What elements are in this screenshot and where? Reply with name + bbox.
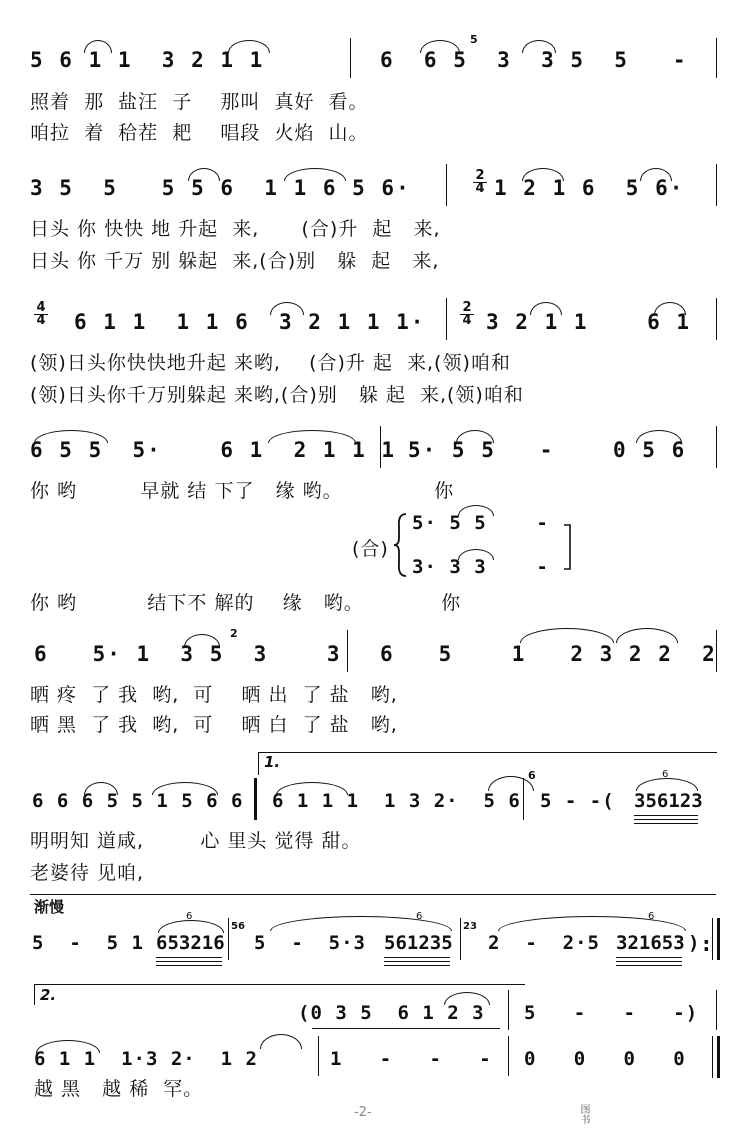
barline	[716, 426, 717, 468]
barline	[716, 38, 717, 78]
row8-notes-a: 5 - 5 1	[32, 932, 144, 954]
slur	[458, 505, 494, 516]
barline	[712, 918, 713, 960]
tuplet-number: 6	[186, 911, 193, 922]
slur	[228, 40, 270, 53]
underline	[156, 961, 222, 962]
underline	[616, 965, 682, 966]
row6-lyric-1: 晒 疼 了 我 哟, 可 晒 出 了 盐 哟,	[30, 684, 398, 706]
row10-notes-b: 1 - - -	[330, 1048, 492, 1070]
tuplet-number: 6	[662, 769, 669, 780]
row1-notes-b: 6 6 5 3 3 5 5 -	[380, 48, 688, 72]
chorus-lower: 3· 3 3 -	[412, 556, 549, 578]
row10-lyric: 越 黑 越 稀 罕。	[34, 1078, 204, 1100]
slur	[530, 302, 562, 315]
barline	[716, 630, 717, 672]
slur	[84, 40, 112, 53]
slur	[458, 549, 494, 560]
second-ending-label: 2.	[40, 986, 57, 1004]
underline	[156, 965, 222, 966]
barline	[717, 1036, 720, 1078]
system-line	[30, 894, 716, 895]
first-ending-label: 1.	[264, 753, 281, 771]
slur	[456, 430, 494, 443]
slur	[654, 302, 686, 315]
row1-lyric-2: 咱拉 着 秴茬 耙 唱段 火焰 山。	[30, 122, 369, 144]
row3-notes-b: 3 2 1 1 6 1	[486, 310, 692, 334]
time-signature: $\frac{4}{4}$	[34, 302, 48, 327]
underline	[634, 823, 698, 824]
slur	[284, 168, 346, 181]
barline	[350, 38, 351, 78]
slur	[36, 1040, 100, 1053]
slur	[522, 168, 564, 181]
row4-notes-b: 5· 5 5 - 0 5 6	[408, 438, 687, 462]
row3-lyric-2: (领)日头你千万别躲起 来哟,(合)别 躲 起 来,(领)咱和	[30, 384, 524, 406]
repeat-dots: :	[700, 932, 713, 956]
first-ending-bracket	[258, 752, 717, 775]
row7-notes-b: 6 1 1 1 1 3 2· 5 6	[272, 790, 521, 812]
tempo-marking: 渐慢	[34, 898, 65, 916]
slur	[420, 40, 460, 53]
barline	[318, 1036, 319, 1076]
row3-lyric-1: (领)日头你快快地升起 来哟, (合)升 起 来,(领)咱和	[30, 352, 511, 374]
grace-note: 6	[528, 769, 536, 782]
tuplet-number: 6	[648, 911, 655, 922]
row4-lyric: 你 哟 早就 结 下了 缘 哟。 你	[30, 480, 455, 502]
barline	[508, 1036, 509, 1076]
grace-note: 2	[230, 627, 238, 640]
slur	[636, 430, 682, 443]
row8-figure-2: 561235	[384, 932, 453, 954]
brace-icon	[394, 512, 408, 578]
grace-note: 56	[231, 921, 245, 932]
barline	[508, 990, 509, 1030]
row9-notes-b: 5 - - -)	[524, 1002, 699, 1024]
underline	[634, 815, 698, 816]
row2-notes-b: 1 2 1 6 5 6·	[494, 176, 685, 200]
grace-note: 5	[470, 33, 478, 46]
row8-notes-c: 2 - 2·5	[488, 932, 600, 954]
row5-lyric: 你 哟 结下不 解的 缘 哟。 你	[30, 592, 462, 614]
row1-notes-a: 5 6 1 1 3 2 1 1	[30, 48, 279, 72]
chorus-upper: 5· 5 5 -	[412, 512, 549, 534]
library-stamp: 图书	[578, 1104, 589, 1124]
row4-notes-a: 6 5 5 5· 6 1 2 1 1 1	[30, 438, 397, 462]
underline	[384, 965, 450, 966]
underline	[384, 961, 450, 962]
slur	[498, 916, 686, 931]
barline	[446, 164, 447, 206]
barline	[380, 426, 381, 468]
underline	[312, 1028, 500, 1029]
row7-notes-c: 5 - -(	[540, 790, 615, 812]
slur	[522, 40, 556, 53]
row1-lyric-1: 照着 那 盐汪 子 那叫 真好 看。	[30, 91, 369, 113]
row6-notes-b: 6 5 1 2 3 2 2 2	[380, 642, 717, 666]
row2-lyric-1: 日头 你 快快 地 升起 来, (合)升 起 来,	[30, 218, 441, 240]
row6-notes-a: 6 5· 1 3 5 3 3	[34, 642, 342, 666]
slur	[640, 168, 672, 181]
barline	[716, 164, 717, 206]
barline	[712, 1036, 713, 1078]
time-signature: $\frac{2}{4}$	[473, 170, 487, 195]
barline	[347, 630, 348, 672]
slur	[188, 168, 220, 181]
slur	[260, 1034, 302, 1049]
slur	[270, 302, 304, 315]
slur	[34, 430, 108, 443]
barline	[523, 778, 524, 820]
chorus-label: (合)	[352, 538, 389, 560]
slur	[268, 430, 356, 443]
row8-figure-1: 653216	[156, 932, 225, 954]
slur	[616, 628, 678, 643]
row2-notes-a: 3 5 5 5 5 6 1 1 6 5 6·	[30, 176, 411, 200]
row7-notes-a: 6 6 6 5 5 1 5 6 6	[32, 790, 244, 812]
page-number: -2-	[354, 1105, 372, 1120]
barline	[716, 990, 717, 1030]
row9-notes-a: (0 3 5 6 1 2 3	[298, 1002, 485, 1024]
row8-figure-3: 321653	[616, 932, 685, 954]
underline	[634, 819, 698, 820]
grace-note: 23	[463, 921, 477, 932]
row6-lyric-2: 晒 黑 了 我 哟, 可 晒 白 了 盐 哟,	[30, 714, 398, 736]
underline	[616, 961, 682, 962]
slur	[184, 634, 220, 647]
slur	[84, 782, 118, 795]
row8-end: )	[688, 932, 701, 954]
barline	[254, 778, 257, 820]
row3-notes-a: 6 1 1 1 1 6 3 2 1 1 1·	[74, 310, 426, 334]
time-signature: $\frac{2}{4}$	[460, 302, 474, 327]
row8-notes-b: 5 - 5·3	[254, 932, 366, 954]
underline	[156, 957, 222, 958]
underline	[616, 957, 682, 958]
row7-figure: 356123	[634, 790, 703, 812]
underline	[384, 957, 450, 958]
row7-lyric-1: 明明知 道咸, 心 里头 觉得 甜。	[30, 830, 362, 852]
slur	[270, 916, 452, 931]
tuplet-number: 6	[416, 911, 423, 922]
row10-notes-a: 6 1 1 1·3 2· 1 2	[34, 1048, 258, 1070]
row7-lyric-2: 老婆待 见咱,	[30, 862, 145, 884]
bracket-icon	[564, 524, 574, 570]
barline	[446, 298, 447, 340]
barline	[228, 918, 229, 960]
slur	[276, 782, 348, 795]
slur	[152, 782, 218, 795]
barline	[717, 918, 720, 960]
slur	[520, 628, 614, 643]
barline	[716, 298, 717, 340]
row2-lyric-2: 日头 你 千万 别 躲起 来,(合)别 躲 起 来,	[30, 250, 440, 272]
barline	[460, 918, 461, 960]
row10-notes-c: 0 0 0 0	[524, 1048, 686, 1070]
